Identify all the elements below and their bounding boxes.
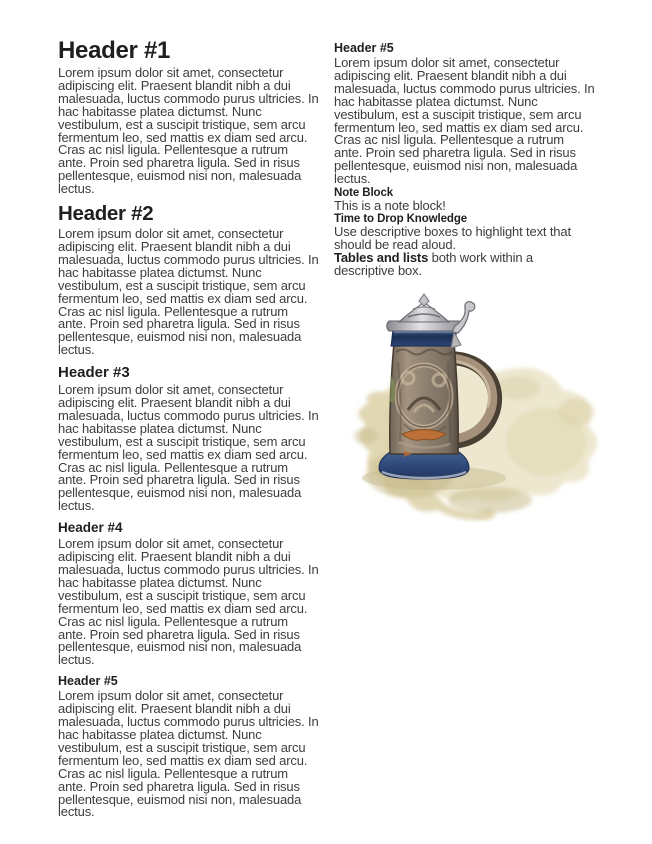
section-header-4	[58, 521, 319, 667]
tables-lists-bold: Tables and lists	[334, 249, 429, 265]
section-header-1	[58, 38, 319, 196]
section-heading-5-left: Header #5	[58, 674, 118, 689]
tables-lists-rest: both work within a descriptive box.	[334, 249, 533, 278]
note-block-text: This is a note block!	[334, 197, 446, 213]
section-heading-4: Header #4	[58, 520, 123, 536]
section-heading-1: Header #1	[58, 37, 171, 64]
section-paragraph-4: Lorem ipsum dolor sit amet, consectetur adipiscing elit. Praesent blandit nibh a dui malesuada, luctus commodo purus ultricies. In hac habitasse platea dictumst. Nunc vestibulum, est a suscipit tristique, sem arcu fermentum leo, sed mattis ex diam sed arcu. Cras ac nisl ligula. Pellentesque a rutrum ante. Proin sed pharetra ligula. Sed in risus pellentesque, euismod nisi non, malesuada lectus.	[58, 536, 319, 668]
beer-stein-image	[338, 292, 618, 522]
tables-lists-note	[334, 249, 595, 278]
section-paragraph-5-right: Lorem ipsum dolor sit amet, consectetur adipiscing elit. Praesent blandit nibh a dui malesuada, luctus commodo purus ultricies. In hac habitasse platea dictumst. Nunc vestibulum, est a suscipit tristique, sem arcu fermentum leo, sed mattis ex diam sed arcu. Cras ac nisl ligula. Pellentesque a rutrum ante. Proin sed pharetra ligula. Sed in risus pellentesque, euismod nisi non, malesuada lectus.	[334, 55, 595, 187]
section-header-2	[58, 203, 319, 357]
section-header-5-left	[58, 675, 319, 819]
section-heading-5-right: Header #5	[334, 41, 394, 55]
left-column	[58, 38, 319, 819]
section-paragraph-5-left: Lorem ipsum dolor sit amet, consectetur adipiscing elit. Praesent blandit nibh a dui malesuada, luctus commodo purus ultricies. In hac habitasse platea dictumst. Nunc vestibulum, est a suscipit tristique, sem arcu fermentum leo, sed mattis ex diam sed arcu. Cras ac nisl ligula. Pellentesque a rutrum ante. Proin sed pharetra ligula. Sed in risus pellentesque, euismod nisi non, malesuada lectus.	[58, 688, 319, 820]
note-block-label: Note Block	[334, 187, 394, 200]
drop-knowledge-text: Use descriptive boxes to highlight text that should be read aloud.	[334, 223, 571, 252]
stein-thumb-lever	[452, 301, 475, 332]
section-header-3	[58, 365, 319, 513]
section-header-5-right	[334, 42, 595, 186]
section-paragraph-3: Lorem ipsum dolor sit amet, consectetur adipiscing elit. Praesent blandit nibh a dui malesuada, luctus commodo purus ultricies. In hac habitasse platea dictumst. Nunc vestibulum, est a suscipit tristique, sem arcu fermentum leo, sed mattis ex diam sed arcu. Cras ac nisl ligula. Pellentesque a rutrum ante. Proin sed pharetra ligula. Sed in risus pellentesque, euismod nisi non, malesuada lectus.	[58, 382, 319, 514]
two-column-layout	[58, 38, 595, 819]
section-heading-3: Header #3	[58, 364, 130, 382]
section-paragraph-1: Lorem ipsum dolor sit amet, consectetur adipiscing elit. Praesent blandit nibh a dui malesuada, luctus commodo purus ultricies. In hac habitasse platea dictumst. Nunc vestibulum, est a suscipit tristique, sem arcu fermentum leo, sed mattis ex diam sed arcu. Cras ac nisl ligula. Pellentesque a rutrum ante. Proin sed pharetra ligula. Sed in risus pellentesque, euismod nisi non, malesuada lectus.	[58, 65, 319, 197]
right-column	[334, 38, 595, 819]
section-heading-2: Header #2	[58, 202, 154, 226]
section-paragraph-2: Lorem ipsum dolor sit amet, consectetur adipiscing elit. Praesent blandit nibh a dui malesuada, luctus commodo purus ultricies. In hac habitasse platea dictumst. Nunc vestibulum, est a suscipit tristique, sem arcu fermentum leo, sed mattis ex diam sed arcu. Cras ac nisl ligula. Pellentesque a rutrum ante. Proin sed pharetra ligula. Sed in risus pellentesque, euismod nisi non, malesuada lectus.	[58, 226, 319, 358]
drop-knowledge-label: Time to Drop Knowledge	[334, 213, 468, 226]
